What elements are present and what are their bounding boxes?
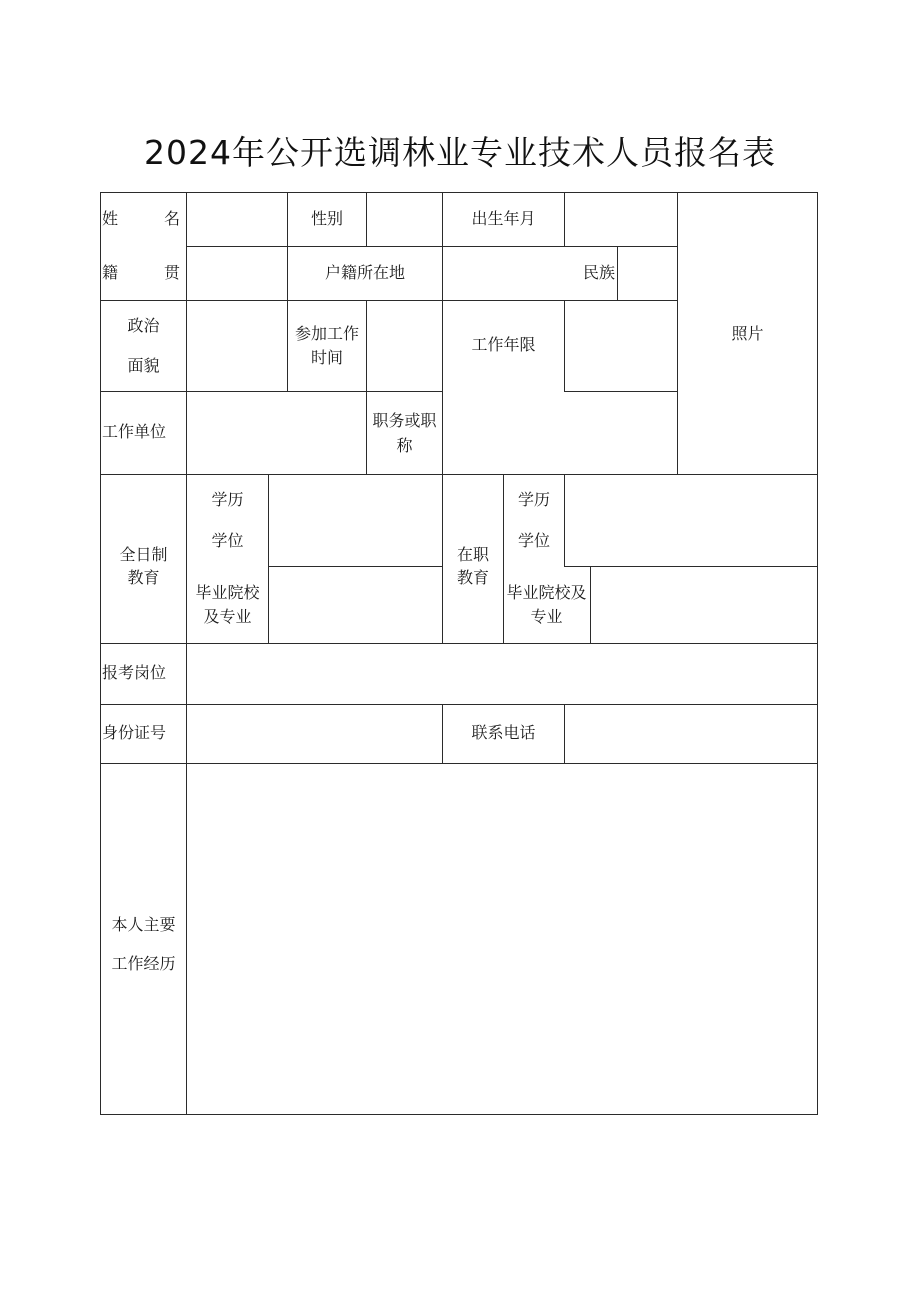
political-label-line2: 面貌 — [127, 356, 160, 375]
col-line — [564, 704, 565, 763]
name-label-char1: 姓 — [102, 209, 119, 228]
name-label-char2: 名 — [164, 209, 181, 228]
experience-field[interactable] — [188, 765, 816, 1113]
row-line — [564, 391, 677, 392]
col-line — [564, 192, 565, 246]
row-line — [100, 704, 818, 705]
fulltime-school-label-line1: 毕业院校 — [195, 583, 260, 602]
native-place-field[interactable] — [188, 248, 286, 299]
experience-label-line2: 工作经历 — [111, 954, 176, 973]
native-label-char2: 贯 — [164, 263, 181, 282]
inservice-school-label-line2: 专业 — [530, 607, 563, 626]
fulltime-degree-field[interactable] — [270, 476, 441, 565]
inservice-degree-label-line1: 学历 — [517, 490, 550, 509]
inservice-school-label-line1: 毕业院校及 — [506, 583, 587, 602]
row-line — [186, 246, 677, 247]
gender-field[interactable] — [368, 194, 441, 245]
inservice-degree-field[interactable] — [566, 476, 816, 565]
name-field[interactable] — [188, 194, 286, 245]
join-work-field[interactable] — [368, 302, 441, 390]
form-title: 2024年公开选调林业专业技术人员报名表 — [144, 133, 776, 172]
fulltime-degree-label-line1: 学历 — [211, 490, 244, 509]
phone-field[interactable] — [566, 706, 816, 762]
fulltime-degree-label-line2: 学位 — [211, 531, 244, 550]
table-border-bottom — [100, 1114, 818, 1115]
col-line — [186, 192, 187, 1115]
id-number-label: 身份证号 — [102, 723, 167, 742]
inservice-school-field[interactable] — [592, 568, 816, 642]
col-line — [268, 474, 269, 643]
birth-field[interactable] — [566, 194, 676, 245]
col-line — [564, 474, 565, 566]
position-label-line1: 职务或职 — [372, 411, 437, 430]
native-label-char1: 籍 — [102, 263, 119, 282]
phone-label: 联系电话 — [471, 723, 536, 742]
table-border-top — [100, 192, 818, 193]
row-line — [268, 566, 443, 567]
apply-post-label: 报考岗位 — [102, 663, 167, 682]
fulltime-school-field[interactable] — [270, 568, 441, 642]
col-line — [564, 300, 565, 391]
col-line — [366, 192, 367, 246]
join-work-label-line1: 参加工作 — [294, 324, 359, 343]
inservice-edu-label-line1: 在职 — [456, 545, 489, 564]
row-line — [100, 763, 818, 764]
apply-post-field[interactable] — [188, 645, 816, 703]
ethnicity-label: 民族 — [582, 263, 615, 282]
table-border-right — [817, 192, 818, 1115]
political-field[interactable] — [188, 302, 286, 390]
gender-label: 性别 — [310, 209, 343, 228]
birth-label: 出生年月 — [471, 209, 536, 228]
row-line — [100, 474, 818, 475]
photo-label: 照片 — [731, 324, 764, 343]
work-unit-field[interactable] — [188, 393, 365, 473]
work-years-field[interactable] — [566, 302, 676, 390]
join-work-label-line2: 时间 — [310, 348, 343, 367]
inservice-degree-label-line2: 学位 — [517, 531, 550, 550]
row-line — [100, 643, 818, 644]
row-line — [100, 391, 443, 392]
fulltime-school-label-line2: 及专业 — [203, 607, 252, 626]
fulltime-edu-label-line2: 教育 — [127, 568, 160, 587]
work-unit-label: 工作单位 — [102, 422, 167, 441]
household-label: 户籍所在地 — [324, 263, 405, 282]
col-line — [590, 566, 591, 643]
fulltime-edu-label-line1: 全日制 — [119, 545, 168, 564]
row-line — [564, 566, 818, 567]
experience-label-line1: 本人主要 — [111, 915, 176, 934]
id-number-field[interactable] — [188, 706, 441, 762]
position-label-line2: 称 — [396, 436, 413, 455]
work-years-label: 工作年限 — [471, 335, 536, 354]
political-label-line1: 政治 — [127, 316, 160, 335]
ethnicity-field[interactable] — [619, 248, 676, 299]
position-field[interactable] — [444, 393, 676, 473]
inservice-edu-label-line2: 教育 — [456, 568, 489, 587]
